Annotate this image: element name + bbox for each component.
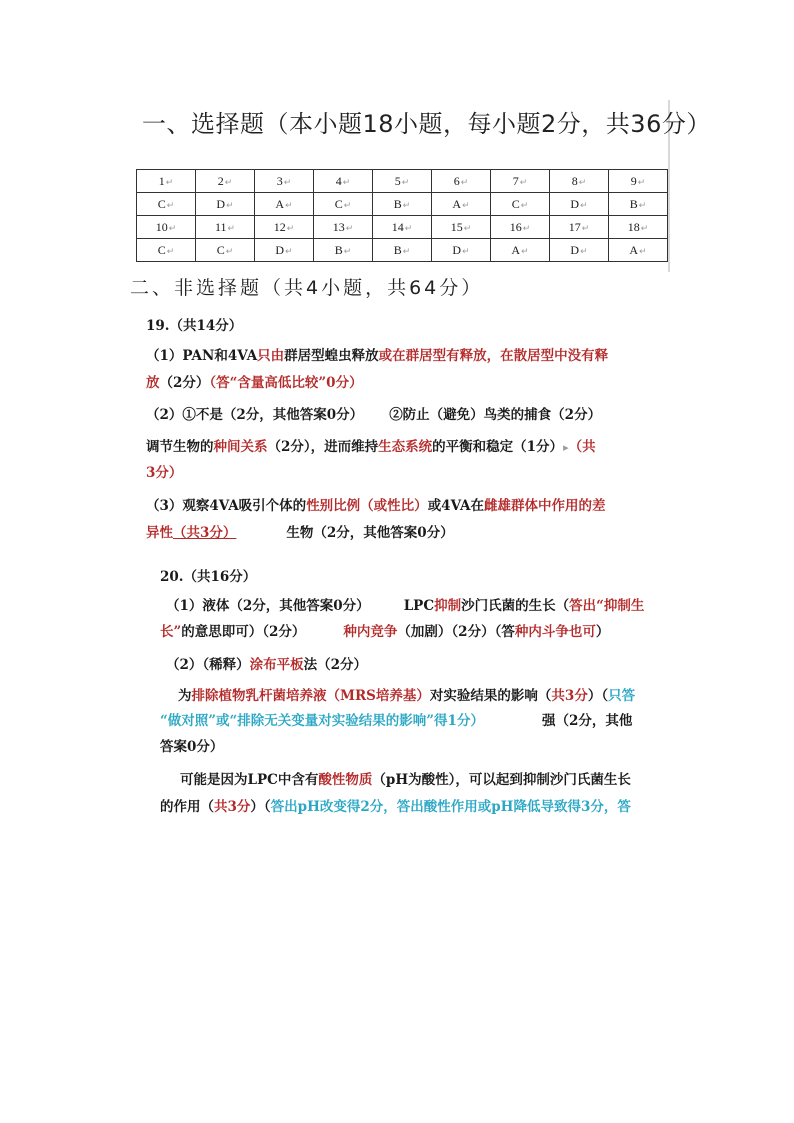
mouse-cursor-icon: ▸ bbox=[563, 441, 569, 454]
answer-cell: D ↵ bbox=[550, 193, 609, 216]
answer-cell: C ↵ bbox=[137, 193, 196, 216]
question-number-row bbox=[137, 170, 668, 193]
question-number-cell: 1 ↵ bbox=[137, 170, 196, 193]
answer-cell: A ↵ bbox=[491, 239, 550, 262]
q19-header: 19.（共14分） bbox=[146, 318, 243, 334]
section2-title: 二、非选择题（共4小题，共64分） bbox=[130, 277, 484, 299]
question-number-cell: 18 ↵ bbox=[609, 216, 668, 239]
question-number-cell: 4 ↵ bbox=[314, 170, 373, 193]
answer-cell: D ↵ bbox=[196, 193, 255, 216]
question-number-cell: 7 ↵ bbox=[491, 170, 550, 193]
answer-cell: B ↵ bbox=[314, 239, 373, 262]
answer-cell: B ↵ bbox=[373, 193, 432, 216]
q20-line4: 为排除植物乳杆菌培养液（MRS培养基）对实验结果的影响（共3分）（只答 bbox=[178, 688, 636, 704]
section1-title: 一、选择题（本小题18小题，每小题2分，共36分） bbox=[142, 110, 711, 138]
answer-cell: C ↵ bbox=[314, 193, 373, 216]
question-number-cell: 5 ↵ bbox=[373, 170, 432, 193]
q20-line8: 的作用（共3分）（答出pH改变得2分，答出酸性作用或pH降低导致得3分，答 bbox=[160, 799, 631, 815]
q19-line2: 放（2分）（答“含量高低比较”0分） bbox=[146, 375, 363, 391]
answer-cell: C ↵ bbox=[196, 239, 255, 262]
question-number-cell: 13 ↵ bbox=[314, 216, 373, 239]
answer-cell: A ↵ bbox=[432, 193, 491, 216]
q20-line6: 答案0分） bbox=[160, 739, 224, 755]
answer-row bbox=[137, 239, 668, 262]
q20-line7: 可能是因为LPC中含有酸性物质（pH为酸性），可以起到抑制沙门氏菌生长 bbox=[180, 772, 631, 788]
q20-line2: 长”的意思即可）（2分） 种内竞争（加剧）（2分）（答种内斗争也可） bbox=[160, 624, 610, 640]
question-number-cell: 14 ↵ bbox=[373, 216, 432, 239]
q19-line7: 异性（共3分） 生物（2分，其他答案0分） bbox=[146, 525, 454, 541]
question-number-cell: 12 ↵ bbox=[255, 216, 314, 239]
answer-row bbox=[137, 193, 668, 216]
answer-cell: B ↵ bbox=[373, 239, 432, 262]
q19-line6: （3）观察4VA吸引个体的性别比例（或性比）或4VA在雌雄群体中作用的差 bbox=[146, 498, 606, 514]
question-number-row bbox=[137, 216, 668, 239]
question-number-cell: 15 ↵ bbox=[432, 216, 491, 239]
answer-cell: C ↵ bbox=[137, 239, 196, 262]
q20-header: 20.（共16分） bbox=[160, 569, 257, 585]
question-number-cell: 10 ↵ bbox=[137, 216, 196, 239]
answer-cell: A ↵ bbox=[609, 239, 668, 262]
q20-line5: “做对照”或“排除无关变量对实验结果的影响”得1分） 强（2分，其他 bbox=[160, 713, 633, 729]
question-number-cell: 17 ↵ bbox=[550, 216, 609, 239]
q20-line3: （2）（稀释）涂布平板法（2分） bbox=[166, 657, 368, 673]
question-number-cell: 2 ↵ bbox=[196, 170, 255, 193]
question-number-cell: 6 ↵ bbox=[432, 170, 491, 193]
answer-cell: A ↵ bbox=[255, 193, 314, 216]
question-number-cell: 11 ↵ bbox=[196, 216, 255, 239]
q20-line1: （1）液体（2分，其他答案0分） LPC抑制沙门氏菌的生长（答出“抑制生 bbox=[166, 598, 645, 614]
q19-line1: （1）PAN和4VA只由群居型蝗虫释放或在群居型有释放，在散居型中没有释 bbox=[146, 348, 609, 364]
question-number-cell: 16 ↵ bbox=[491, 216, 550, 239]
question-number-cell: 9 ↵ bbox=[609, 170, 668, 193]
q19-line5: 3分） bbox=[146, 465, 183, 481]
answer-cell: C ↵ bbox=[491, 193, 550, 216]
question-number-cell: 8 ↵ bbox=[550, 170, 609, 193]
q19-line3: （2）①不是（2分，其他答案0分） ②防止（避免）鸟类的捕食（2分） bbox=[146, 407, 602, 423]
answer-cell: D ↵ bbox=[255, 239, 314, 262]
answer-cell: D ↵ bbox=[432, 239, 491, 262]
answer-cell: B ↵ bbox=[609, 193, 668, 216]
q19-line4: 调节生物的种间关系（2分），进而维持生态系统的平衡和稳定（1分）▸（共 bbox=[146, 439, 596, 455]
answer-table bbox=[136, 169, 668, 262]
question-number-cell: 3 ↵ bbox=[255, 170, 314, 193]
answer-cell: D ↵ bbox=[550, 239, 609, 262]
